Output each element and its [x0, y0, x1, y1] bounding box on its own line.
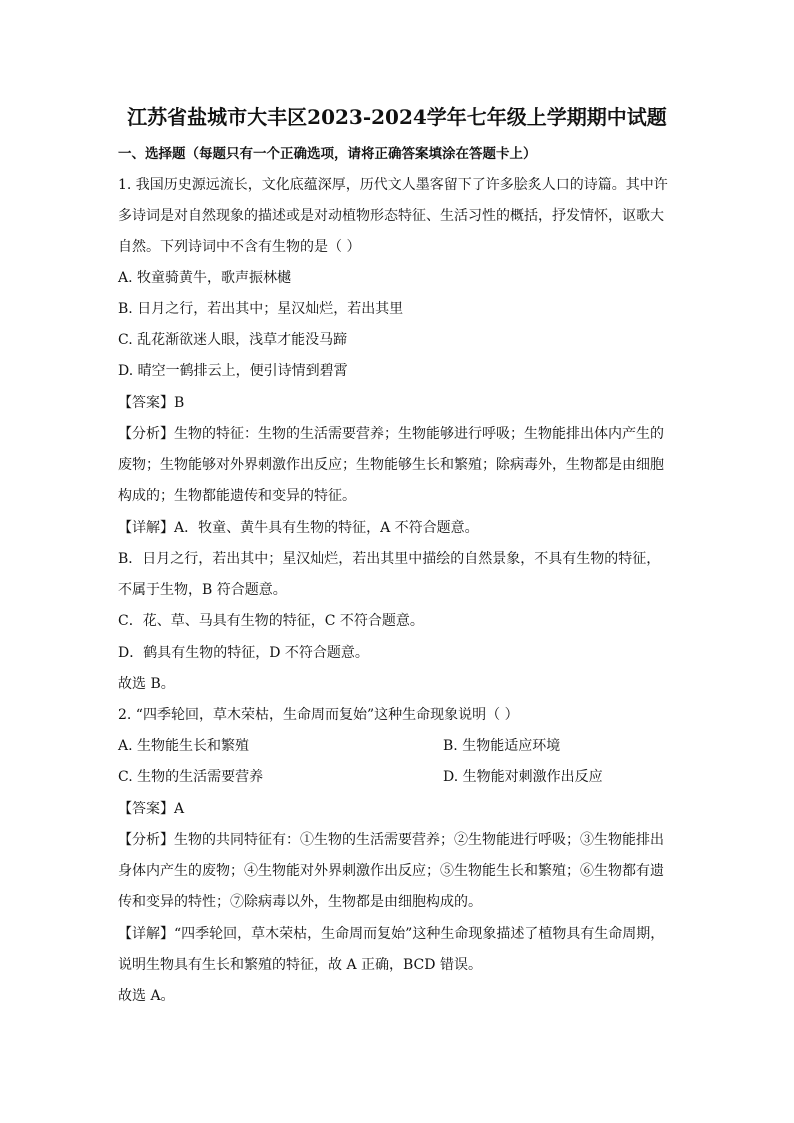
q1-detail-line: D．鹤具有生物的特征，D 不符合题意。 — [118, 645, 369, 661]
q1-option-d: D. 晴空一鹤排云上，便引诗情到碧霄 — [118, 363, 348, 379]
q1-detail-line: 【详解】A．牧童、黄牛具有生物的特征，A 不符合题意。 — [118, 520, 479, 536]
q2-option-d: D. 生物能对刺激作出反应 — [443, 769, 603, 785]
q2-option-c: C. 生物的生活需要营养 — [118, 769, 264, 785]
q2-detail-line: 【详解】“四季轮回，草木荣枯，生命周而复始”这种生命现象描述了植物具有生命周期， — [118, 926, 665, 942]
q1-stem-line: 自然。下列诗词中不含有生物的是（ ） — [118, 239, 361, 255]
q1-detail-line: 故选 B。 — [118, 676, 175, 692]
q1-stem-line: 1. 我国历史源远流长，文化底蕴深厚，历代文人墨客留下了许多脍炙人口的诗篇。其中许 — [118, 177, 668, 193]
q2-option-a: A. 生物能生长和繁殖 — [118, 738, 250, 754]
q1-detail-line: C．花、草、马具有生物的特征，C 不符合题意。 — [118, 613, 424, 629]
q1-option-b: B. 日月之行，若出其中；星汉灿烂，若出其里 — [118, 301, 404, 317]
q2-answer: 【答案】A — [118, 801, 185, 817]
q2-option-b: B. 生物能适应环境 — [443, 738, 561, 754]
q1-option-c: C. 乱花渐欲迷人眼，浅草才能没马蹄 — [118, 332, 348, 348]
q2-analysis-line: 【分析】生物的共同特征有：①生物的生活需要营养；②生物能进行呼吸；③生物能排出 — [118, 832, 664, 848]
q2-analysis-line: 传和变异的特性；⑦除病毒以外，生物都是由细胞构成的。 — [118, 894, 482, 910]
q1-detail-line: B．日月之行，若出其中；星汉灿烂，若出其里中描绘的自然景象，不具有生物的特征， — [118, 551, 661, 567]
q1-detail-line: 不属于生物，B 符合题意。 — [118, 582, 287, 598]
q1-analysis-line: 【分析】生物的特征：生物的生活需要营养；生物能够进行呼吸；生物能排出体内产生的 — [118, 426, 664, 442]
q2-detail-line: 说明生物具有生长和繁殖的特征，故 A 正确，BCD 错误。 — [118, 957, 482, 973]
q1-analysis-line: 构成的；生物都能遗传和变异的特征。 — [118, 488, 356, 504]
q1-stem-line: 多诗词是对自然现象的描述或是对动植物形态特征、生活习性的概括，抒发情怀，讴歌大 — [118, 208, 664, 224]
q1-option-a: A. 牧童骑黄牛，歌声振林樾 — [118, 270, 292, 286]
q2-stem: 2. “四季轮回，草木荣枯，生命周而复始”这种生命现象说明（ ） — [118, 707, 519, 723]
q2-detail-line: 故选 A。 — [118, 988, 175, 1004]
q1-answer: 【答案】B — [118, 395, 185, 411]
q2-analysis-line: 身体内产生的废物；④生物能对外界刺激作出反应；⑤生物能生长和繁殖；⑥生物都有遗 — [118, 863, 664, 879]
q1-analysis-line: 废物；生物能够对外界刺激作出反应；生物能够生长和繁殖；除病毒外，生物都是由细胞 — [118, 457, 664, 473]
page-title: 江苏省盐城市大丰区2023-2024学年七年级上学期期中试题 — [127, 105, 667, 129]
section-heading: 一、选择题（每题只有一个正确选项，请将正确答案填涂在答题卡上） — [118, 146, 537, 162]
